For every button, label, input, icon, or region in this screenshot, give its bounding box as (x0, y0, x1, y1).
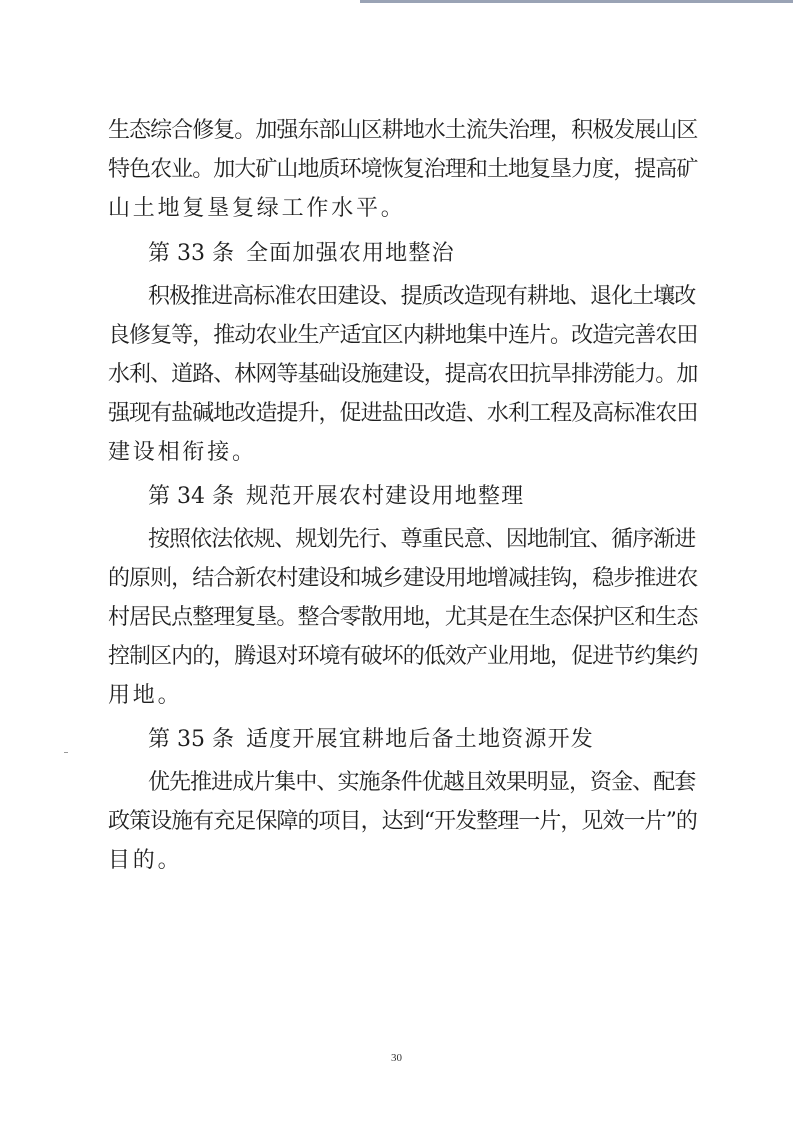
article-heading-34 (148, 482, 524, 512)
page-number: 30 (391, 1052, 402, 1064)
paragraph-line: 按照依法依规、规划先行、尊重民意、因地制宜、循序渐进 (148, 527, 696, 552)
paragraph-line: 建设相衔接。 (108, 440, 257, 465)
paragraph-line: 生态综合修复。加强东部山区耕地水土流失治理，积极发展山区 (108, 118, 698, 143)
article-heading-33 (148, 239, 455, 269)
paragraph-line: 山土地复垦复绿工作水平。 (108, 196, 406, 221)
article-heading-35 (148, 725, 594, 755)
paragraph-line: 用地。 (108, 683, 183, 708)
article-title: 规范开展农村建设用地整理 (245, 484, 525, 509)
article-title: 适度开展宜耕地后备土地资源开发 (245, 727, 594, 752)
paragraph-line: 强现有盐碱地改造提升，促进盐田改造、水利工程及高标准农田 (108, 401, 698, 426)
paragraph-line: 优先推进成片集中、实施条件优越且效果明显，资金、配套 (148, 770, 696, 795)
paragraph-line: 目的。 (108, 848, 183, 873)
article-number: 第 33 条 (148, 241, 234, 266)
paragraph-line: 良修复等，推动农业生产适宜区内耕地集中连片。改造完善农田 (108, 323, 698, 348)
paragraph-line: 水利、道路、林网等基础设施建设，提高农田抗旱排涝能力。加 (108, 362, 698, 387)
article-title: 全面加强农用地整治 (245, 241, 455, 266)
paragraph-line: 控制区内的，腾退对环境有破坏的低效产业用地，促进节约集约 (108, 644, 698, 669)
paragraph-line: 积极推进高标准农田建设、提质改造现有耕地、退化土壤改 (148, 284, 696, 309)
article-number: 第 34 条 (148, 484, 234, 509)
article-number: 第 35 条 (148, 727, 234, 752)
paragraph-line: 的原则，结合新农村建设和城乡建设用地增减挂钩，稳步推进农 (108, 566, 698, 591)
paragraph-line: 特色农业。加大矿山地质环境恢复治理和土地复垦力度，提高矿 (108, 157, 698, 182)
paragraph-line: 村居民点整理复垦。整合零散用地，尤其是在生态保护区和生态 (108, 605, 698, 630)
paragraph-line: 政策设施有充足保障的项目，达到“开发整理一片，见效一片”的 (108, 809, 697, 834)
